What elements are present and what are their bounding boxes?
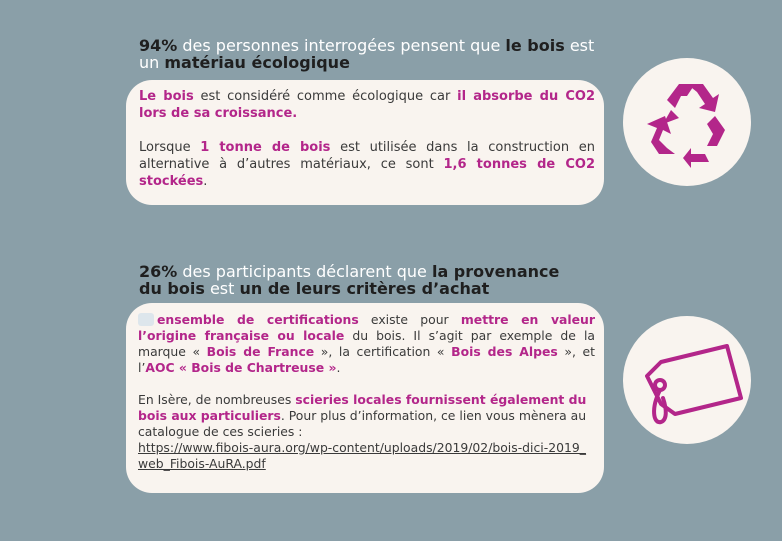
section1-paragraph-2: Lorsque 1 tonne de bois est utilisée dans la construction en alternative à d’autres matériaux, ce sont 1,6 tonnes de CO2 stockées.	[139, 140, 595, 189]
section1-heading: 94% des personnes interrogées pensent que le bois est un matériau écologique	[139, 36, 595, 72]
section1-card	[126, 80, 604, 205]
scieries-catalog-link[interactable]: https://www.fibois-aura.org/wp-content/uploads/2019/02/bois-dici-2019_web_Fibois-AuRA.pdf	[138, 440, 586, 471]
stat-94: 94%	[139, 36, 178, 55]
link-icon	[138, 313, 154, 326]
section2-card	[126, 303, 604, 493]
section2-paragraph-1: ensemble de certifications existe pour mettre en valeur l’origine française ou locale du bois. Il s’agit par exemple de la marque « Bois de France », la certification « Bois des Alpes », et l’AOC « Bois de Chartreuse ».	[138, 312, 595, 375]
tag-badge	[623, 316, 751, 444]
recycle-badge	[623, 58, 751, 186]
recycle-icon	[623, 58, 751, 186]
section2-paragraph-2: En Isère, de nombreuses scieries locales fournissent également du bois aux particuliers. Pour plus d’information, ce lien vous mènera au catalogue de ces scieries : https://www.fibois-aura.org/wp-content/uploads/2019/02/bois-dici-2019_web_Fibois-AuRA.pdf	[138, 392, 587, 471]
tag-icon	[623, 316, 751, 444]
section1-paragraph-1: Le bois est considéré comme écologique car il absorbe du CO2 lors de sa croissance.	[139, 89, 596, 121]
section2-heading: 26% des participants déclarent que la provenance du bois est un de leurs critères d’achat	[139, 262, 560, 298]
stat-26: 26%	[139, 262, 178, 281]
